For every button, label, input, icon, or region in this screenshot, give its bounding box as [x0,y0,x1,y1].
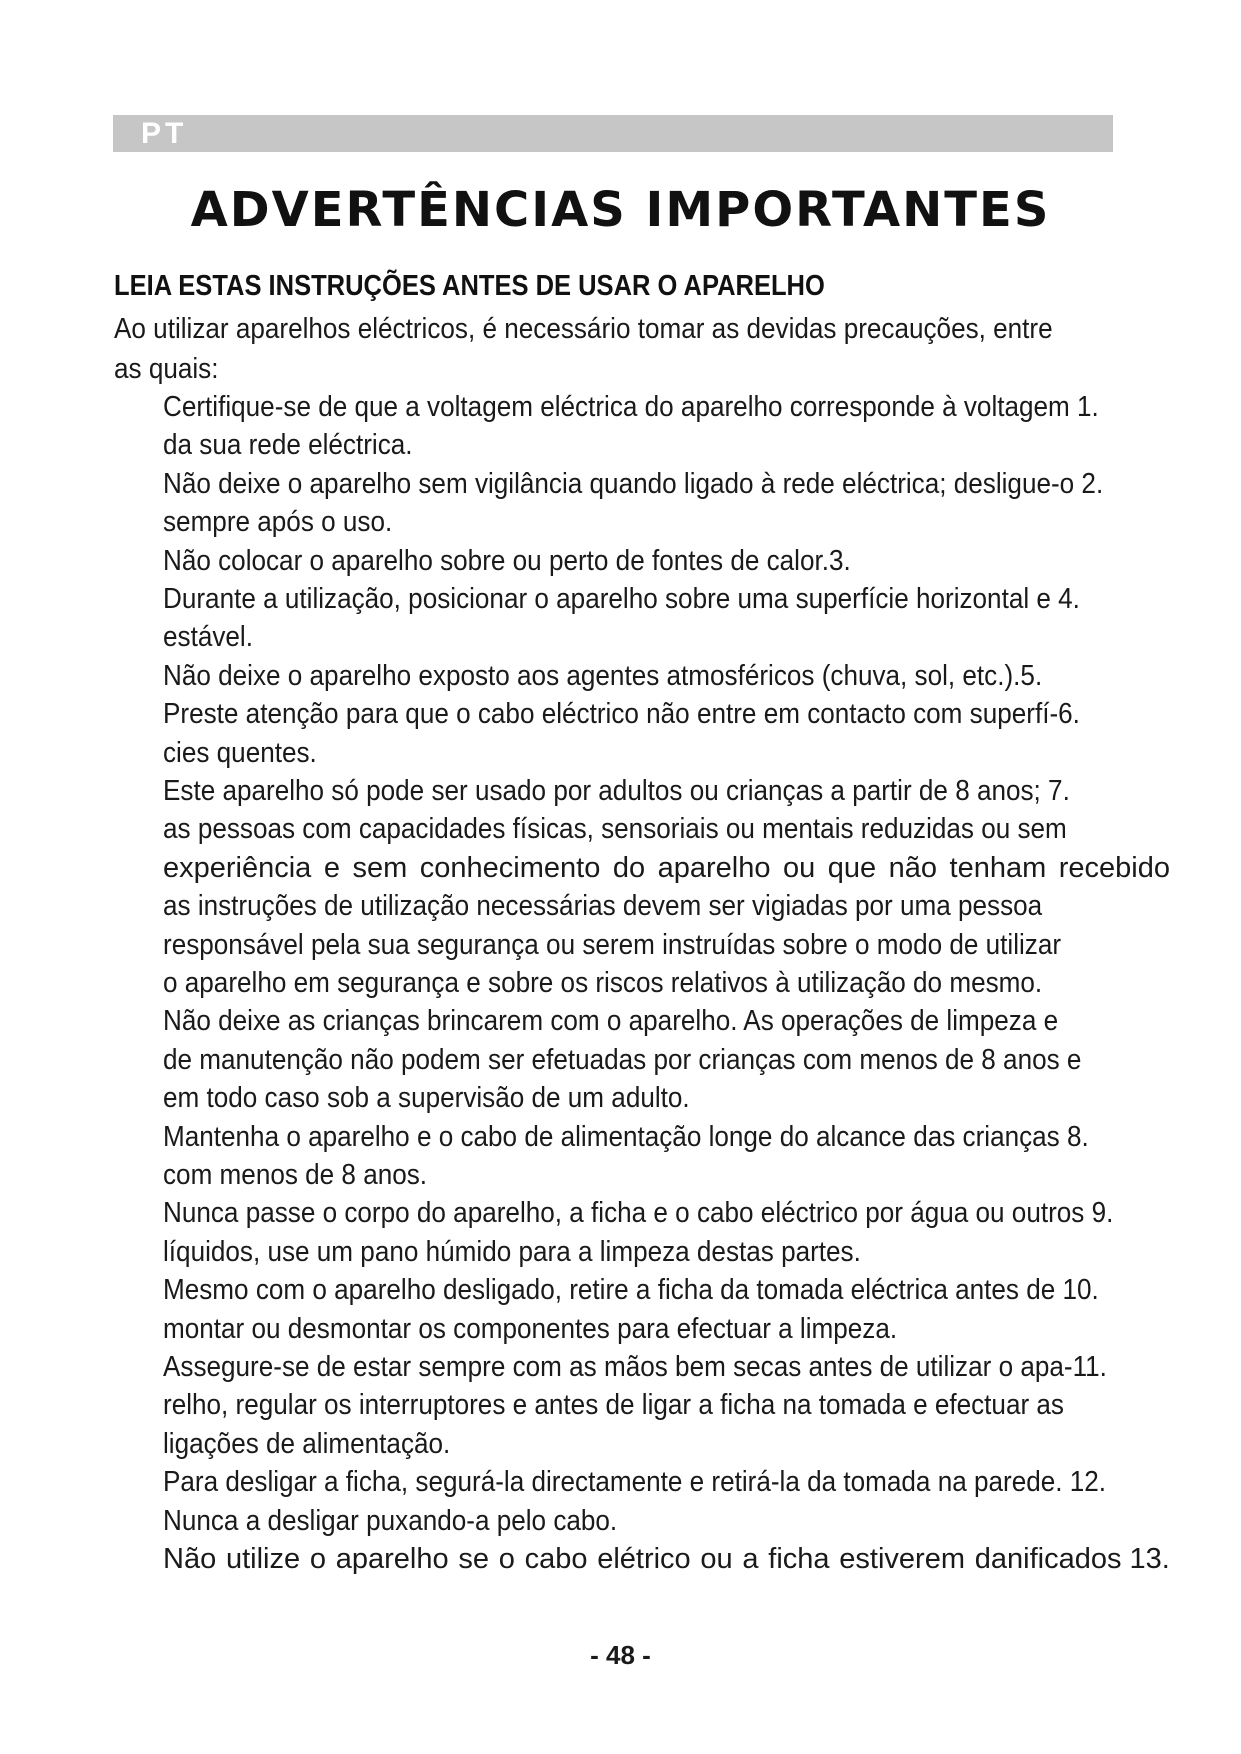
warning-line: Assegure-se de estar sempre com as mãos bem secas antes de utilizar o apa-11. [163,1351,1107,1383]
intro-line: as quais: [114,353,219,385]
language-code: PT [141,117,188,150]
warning-line: Este aparelho só pode ser usado por adultos ou crianças a partir de 8 anos; 7. [163,775,1070,807]
warning-line: com menos de 8 anos. [163,1159,428,1191]
word: aparelho [657,852,771,884]
warning-line: Mesmo com o aparelho desligado, retire a ficha da tomada eléctrica antes de 10. [163,1274,1099,1306]
word: ou [782,852,816,884]
word: recebido [1058,852,1170,884]
page-number: - 48 - [590,1640,651,1670]
word: utilize [225,1543,301,1575]
word: e [323,852,340,884]
warning-line: o aparelho em segurança e sobre os riscos relativos à utilização do mesmo. [163,967,1043,999]
word: tenham [949,852,1047,884]
page-title: ADVERTÊNCIAS IMPORTANTES [190,182,1051,238]
warning-line: Preste atenção para que o cabo eléctrico não entre em contacto com superfí-6. [163,698,1080,730]
warning-line: em todo caso sob a supervisão de um adulto. [163,1082,690,1114]
warning-line: Nunca passe o corpo do aparelho, a ficha e o cabo eléctrico por água ou outros 9. [163,1197,1114,1229]
warning-line: líquidos, use um pano húmido para a limpeza destas partes. [163,1236,861,1268]
word: o [309,1543,326,1575]
word: conhecimento [419,852,601,884]
word: danificados 13. [974,1543,1170,1575]
warning-line: as instruções de utilização necessárias devem ser vigiadas por uma pessoa [163,890,1043,922]
warning-line: sempre após o uso. [163,506,393,538]
warning-line: ligações de alimentação. [163,1428,451,1460]
warning-line: Não deixe o aparelho exposto aos agentes atmosféricos (chuva, sol, etc.).5. [163,660,1043,692]
word: que [827,852,877,884]
word: se [458,1543,489,1575]
word: ou [700,1543,733,1575]
warning-line-justified [163,851,1170,885]
warning-line: Durante a utilização, posicionar o aparelho sobre uma superfície horizontal e 4. [163,583,1080,615]
word: do [612,852,646,884]
warning-line: Não deixe as crianças brincarem com o aparelho. As operações de limpeza e [163,1005,1059,1037]
word: sem [352,852,408,884]
warning-line: responsável pela sua segurança ou serem instruídas sobre o modo de utilizar [163,929,1062,961]
word: cabo [524,1543,588,1575]
warning-line: Para desligar a ficha, segurá-la directamente e retirá-la da tomada na parede. 12. [163,1466,1107,1498]
warning-line: cies quentes. [163,737,317,769]
language-header-bar [113,115,1113,152]
word: aparelho [335,1543,449,1575]
warning-line: Não colocar o aparelho sobre ou perto de fontes de calor.3. [163,545,851,577]
section-subtitle: LEIA ESTAS INSTRUÇÕES ANTES DE USAR O APARELHO [114,270,825,302]
warning-line: Nunca a desligar puxando-a pelo cabo. [163,1505,618,1537]
warning-line: da sua rede eléctrica. [163,429,413,461]
word: ficha [768,1543,830,1575]
warning-line: montar ou desmontar os componentes para efectuar a limpeza. [163,1313,898,1345]
word: a [742,1543,759,1575]
intro-line: Ao utilizar aparelhos eléctricos, é necessário tomar as devidas precauções, entre [114,313,1053,345]
warning-line: Certifique-se de que a voltagem eléctrica do aparelho corresponde à voltagem 1. [163,391,1099,423]
warning-line: estável. [163,621,253,653]
word: estiverem [839,1543,965,1575]
word: experiência [163,852,312,884]
warning-line: Não deixe o aparelho sem vigilância quando ligado à rede eléctrica; desligue-o 2. [163,468,1104,500]
word: o [498,1543,515,1575]
word: elétrico [597,1543,691,1575]
word: Não [163,1543,217,1575]
warning-line: as pessoas com capacidades físicas, sensoriais ou mentais reduzidas ou sem [163,813,1067,845]
word: não [888,852,938,884]
warning-line: de manutenção não podem ser efetuadas por crianças com menos de 8 anos e [163,1044,1082,1076]
warning-line: Mantenha o aparelho e o cabo de alimentação longe do alcance das crianças 8. [163,1121,1089,1153]
warning-line-justified [163,1542,1170,1576]
warning-line: relho, regular os interruptores e antes de ligar a ficha na tomada e efectuar as [163,1389,1064,1421]
